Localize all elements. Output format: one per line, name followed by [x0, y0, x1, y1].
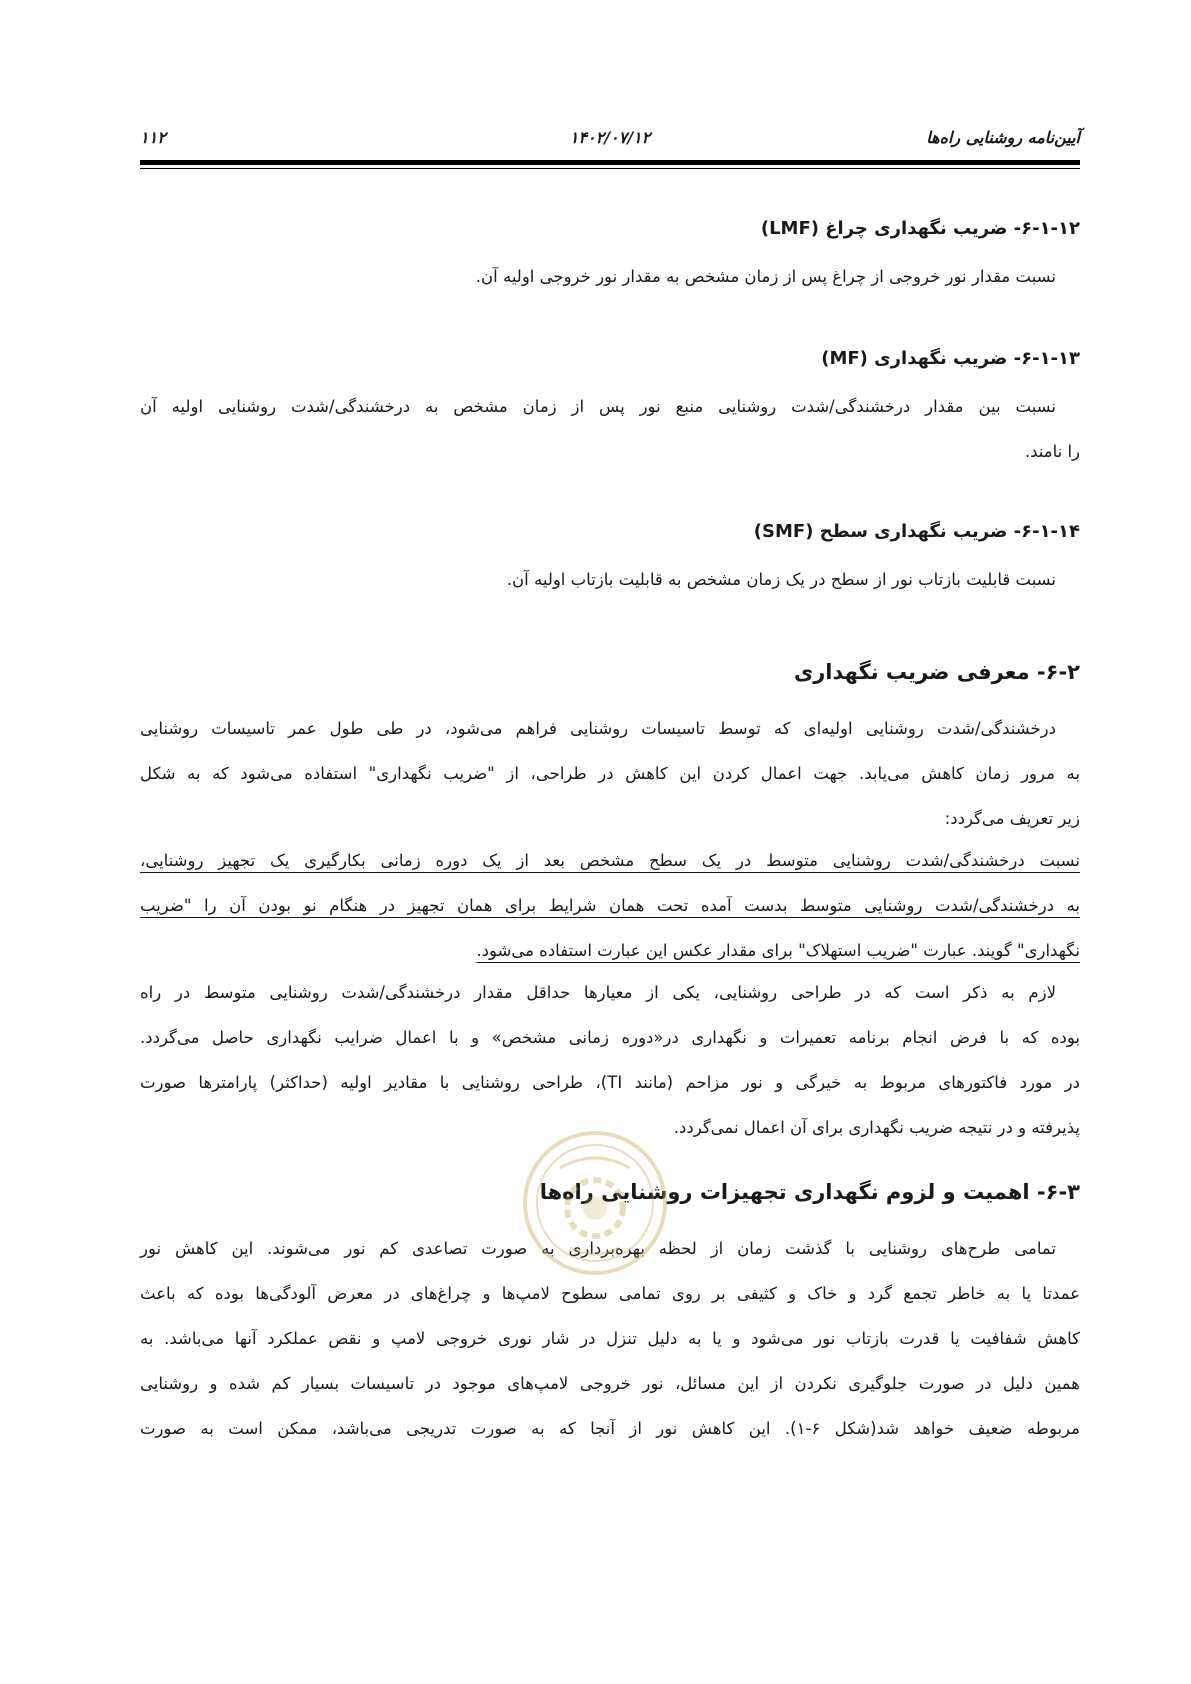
text-line: به درخشندگی/شدت روشنایی متوسط بدست آمده تحت همان شرایط برای همان تجهیز در هنگام نو بودن آن را "ضریب: [140, 896, 1080, 915]
text-line: نسبت مقدار نور خروجی از چراغ پس از زمان مشخص به مقدار نور خروجی اولیه آن.: [475, 267, 1056, 286]
text-line: بوده که با فرض انجام برنامه تعمیرات و نگهداری در«دوره زمانی مشخص» و با اعمال ضرایب نگهداری حاصل می‌گردد.: [140, 1028, 1080, 1047]
text-line: مربوطه ضعیف خواهد شد(شکل ۶-۱). این کاهش نور از آنجا که به صورت تدریجی می‌باشد، ممکن است به صورت: [140, 1419, 1080, 1438]
paragraph-6-1-13: [140, 384, 1080, 474]
paragraph-6-1-12: [140, 254, 1080, 299]
text-line: کاهش شفافیت یا قدرت بازتاب نور می‌شود و یا به دلیل تنزل در شار نوری خروجی لامپ و نقص عملکرد آنها می‌باشد. به: [140, 1329, 1080, 1348]
header-rule-thin: [140, 168, 1080, 169]
header-date: ۱۴۰۲/۰۷/۱۲: [569, 128, 651, 147]
heading-6-2: ۶-۲- معرفی ضریب نگهداری: [793, 660, 1080, 684]
text-line: در مورد فاکتورهای مربوط به خیرگی و نور مزاحم (مانند TI)، طراحی روشنایی با مقادیر اولیه (حداکثر) پارامترها صورت: [140, 1073, 1080, 1092]
paragraph-6-2-note: [140, 970, 1080, 1150]
text-line: درخشندگی/شدت روشنایی اولیه‌ای که توسط تاسیسات روشنایی فراهم می‌شود، در طی طول عمر تاسیسات روشنایی: [140, 719, 1056, 738]
text-line: عمدتا یا به خاطر تجمع گرد و خاک و کثیفی بر روی تمامی سطوح لامپ‌ها و چراغ‌های در معرض آلودگی‌ها بوده که باعث: [140, 1284, 1080, 1303]
heading-6-1-13: ۶-۱-۱۳- ضریب نگهداری (MF): [821, 348, 1080, 369]
text-line: همین دلیل در صورت جلوگیری نکردن از این مسائل، نور خروجی لامپ‌های موجود در تاسیسات بسیار کم شده و روشنایی: [140, 1374, 1080, 1393]
text-line: نسبت بین مقدار درخشندگی/شدت روشنایی منبع نور پس از زمان مشخص به درخشندگی/شدت روشنایی اولیه آن: [140, 397, 1056, 416]
paragraph-6-2-definition: [140, 838, 1080, 973]
header-title: آیین‌نامه روشنایی راه‌ها: [926, 128, 1080, 147]
heading-6-1-14: ۶-۱-۱۴- ضریب نگهداری سطح (SMF): [753, 521, 1080, 542]
text-line: زیر تعریف می‌گردد:: [944, 809, 1080, 828]
header-rule-thick: [140, 160, 1080, 165]
text-line: را نامند.: [1024, 442, 1080, 461]
text-line: لازم به ذکر است که در طراحی روشنایی، یکی از معیارها حداقل مقدار درخشندگی/شدت روشنایی متوسط در راه: [140, 983, 1056, 1002]
page-header: [140, 128, 1080, 154]
text-line: نگهداری" گویند. عبارت "ضریب استهلاک" برای مقدار عکس این عبارت استفاده می‌شود.: [476, 941, 1080, 960]
heading-6-3: ۶-۳- اهمیت و لزوم نگهداری تجهیزات روشنایی راه‌ها: [539, 1180, 1080, 1204]
text-line: به مرور زمان کاهش می‌یابد. جهت اعمال کردن این کاهش در طراحی، از "ضریب نگهداری" استفاده می‌شود که به شکل: [140, 764, 1080, 783]
paragraph-6-3: [140, 1226, 1080, 1451]
header-page-number: ۱۱۲: [140, 128, 166, 147]
text-line: نسبت درخشندگی/شدت روشنایی متوسط در یک سطح مشخص بعد از یک دوره زمانی بکارگیری یک تجهیز روشنایی،: [140, 851, 1080, 870]
heading-6-1-12: ۶-۱-۱۲- ضریب نگهداری چراغ (LMF): [760, 218, 1080, 239]
text-line: پذیرفته و در نتیجه ضریب نگهداری برای آن اعمال نمی‌گردد.: [673, 1118, 1080, 1137]
paragraph-6-1-14: [140, 557, 1080, 602]
text-line: نسبت قابلیت بازتاب نور از سطح در یک زمان مشخص به قابلیت بازتاب اولیه آن.: [506, 570, 1056, 589]
paragraph-6-2-intro: [140, 706, 1080, 841]
text-line: تمامی طرح‌های روشنایی با گذشت زمان از لحظه بهره‌برداری به صورت تصاعدی کم نور می‌شوند. این کاهش نور: [140, 1239, 1056, 1258]
